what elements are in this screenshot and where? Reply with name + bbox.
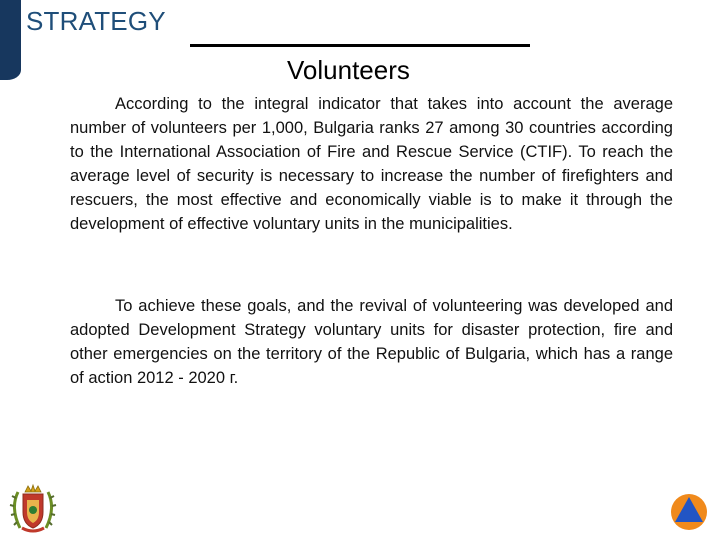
body-paragraph-1: According to the integral indicator that takes into account the average number of volunteers per 1,000, Bulgaria ranks 27 among 30 countries according to the International Association of Fire and Rescue Service (CTIF). To reach the average level of security is necessary to increase the number of firefighters and rescuers, the most effective and economically viable is to make it through the development of effective voluntary units in the municipalities. (70, 95, 673, 233)
body-paragraph-2: To achieve these goals, and the revival of volunteering was developed and adopted Development Strategy voluntary units for disaster protection, fire and other emergencies on the territory of the Republic of Bulgaria, which has a range of action 2012 - 2020 г. (70, 297, 673, 387)
left-accent-bar (0, 0, 21, 80)
fire-safety-emblem-icon (8, 482, 58, 534)
slide-title: Volunteers (287, 55, 410, 85)
title-divider (190, 44, 530, 47)
section-label: STRATEGY (26, 6, 166, 36)
civil-protection-icon (670, 491, 708, 531)
